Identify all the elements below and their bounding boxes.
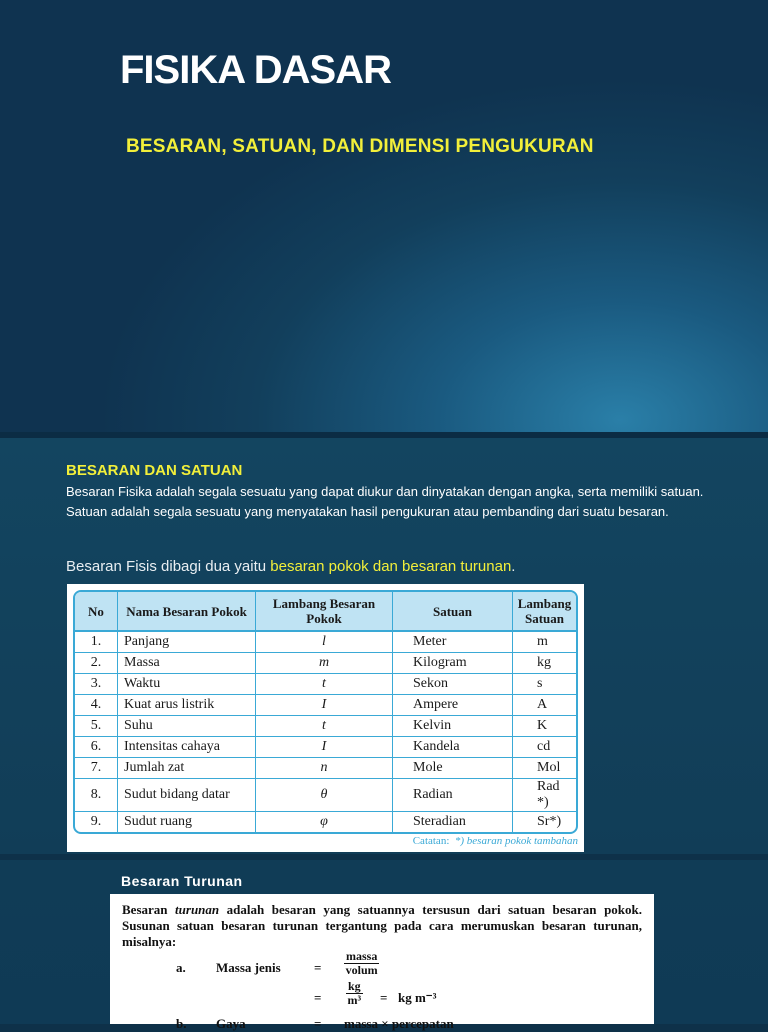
header-lambang-satuan: Lambang Satuan — [513, 592, 576, 632]
text-italic: turunan — [175, 902, 220, 917]
cell-lambang: t — [256, 674, 393, 695]
header-satuan: Satuan — [393, 592, 513, 632]
table-row — [75, 812, 576, 832]
density-fraction — [344, 950, 379, 977]
table-header-row — [75, 592, 576, 632]
cell-lambang: m — [256, 653, 393, 674]
item-a-label: a. — [176, 960, 186, 975]
cell-lambang: I — [256, 695, 393, 716]
fraction-numerator: massa — [346, 949, 378, 963]
classification-line — [66, 558, 515, 575]
item-b-label: b. — [176, 1016, 187, 1031]
cell-lambang: t — [256, 716, 393, 737]
cell-no: 8. — [75, 779, 118, 812]
cell-satuan: Sekon — [393, 674, 513, 695]
cell-satuan: Steradian — [393, 812, 513, 832]
derived-quantities-scan — [110, 894, 654, 1031]
item-b-name: Gaya — [216, 1016, 246, 1031]
table-row — [75, 695, 576, 716]
base-quantities-table — [73, 590, 578, 834]
cell-lambang: I — [256, 737, 393, 758]
cell-lambang: l — [256, 632, 393, 653]
table-note — [413, 835, 578, 847]
table-row — [75, 716, 576, 737]
cell-lambang-satuan: s — [513, 674, 576, 695]
cell-nama: Suhu — [118, 716, 256, 737]
cell-no: 7. — [75, 758, 118, 779]
cell-lambang-satuan: Rad *) — [513, 779, 576, 812]
cell-nama: Massa — [118, 653, 256, 674]
besaran-satuan-slide — [0, 438, 768, 854]
equals-sign: = — [314, 990, 322, 1005]
section-heading: Besaran Turunan — [121, 873, 243, 889]
equals-sign: = — [314, 1016, 322, 1031]
cell-satuan: Kilogram — [393, 653, 513, 674]
fraction-numerator: kg — [348, 979, 361, 993]
cell-no: 6. — [75, 737, 118, 758]
unit-fraction — [346, 980, 363, 1007]
header-no: No — [75, 592, 118, 632]
cell-lambang-satuan: kg — [513, 653, 576, 674]
note-text: *) besaran pokok tambahan — [454, 835, 578, 847]
table-row — [75, 632, 576, 653]
table-row — [75, 653, 576, 674]
cell-nama: Intensitas cahaya — [118, 737, 256, 758]
cell-lambang: θ — [256, 779, 393, 812]
table-row — [75, 758, 576, 779]
base-quantities-table-image — [67, 584, 584, 852]
cell-no: 1. — [75, 632, 118, 653]
cell-no: 3. — [75, 674, 118, 695]
cell-nama: Jumlah zat — [118, 758, 256, 779]
definition-paragraph: Besaran Fisika adalah segala sesuatu yang dapat diukur dan dinyatakan dengan angka, serta memiliki satuan. Satuan adalah segala sesuatu yang menyatakan hasil pengukuran atau pembanding dari suatu besaran. — [66, 484, 704, 519]
item-a-name: Massa jenis — [216, 960, 281, 975]
text-part2: adalah besaran yang satuannya tersusun dari satuan besaran pokok. Susunan satuan besaran turunan tergantung pada cara merumuskan besaran turunan, misalnya: — [122, 902, 643, 949]
fraction-denominator: volum — [345, 963, 378, 977]
cell-satuan: Ampere — [393, 695, 513, 716]
slide-title: FISIKA DASAR — [120, 48, 391, 92]
title-slide — [0, 0, 768, 432]
cell-nama: Sudut bidang datar — [118, 779, 256, 812]
cell-no: 5. — [75, 716, 118, 737]
cell-lambang-satuan: m — [513, 632, 576, 653]
cell-lambang-satuan: K — [513, 716, 576, 737]
table-row — [75, 779, 576, 812]
besaran-turunan-slide — [0, 860, 768, 1031]
header-nama: Nama Besaran Pokok — [118, 592, 256, 632]
classification-highlight: besaran pokok dan besaran turunan — [270, 558, 512, 575]
cell-satuan: Kandela — [393, 737, 513, 758]
item-b-expression: massa × percepatan — [344, 1016, 454, 1031]
equals-sign: = — [314, 960, 322, 975]
cell-nama: Panjang — [118, 632, 256, 653]
cell-satuan: Kelvin — [393, 716, 513, 737]
cell-no: 2. — [75, 653, 118, 674]
derived-definition — [122, 902, 642, 950]
cell-lambang: φ — [256, 812, 393, 832]
equals-sign: = — [380, 990, 388, 1005]
cell-lambang-satuan: Sr*) — [537, 814, 562, 829]
header-lambang-besaran: Lambang Besaran Pokok — [256, 592, 393, 632]
cell-lambang: n — [256, 758, 393, 779]
cell-nama: Sudut ruang — [118, 812, 256, 832]
classification-suffix: . — [511, 558, 516, 575]
text-part1: Besaran — [122, 902, 176, 917]
cell-satuan: Meter — [393, 632, 513, 653]
table-row — [75, 674, 576, 695]
cell-nama: Kuat arus listrik — [118, 695, 256, 716]
table-row — [75, 737, 576, 758]
slide-subtitle: BESARAN, SATUAN, DAN DIMENSI PENGUKURAN — [126, 136, 594, 157]
note-label: Catatan: — [412, 835, 450, 847]
classification-prefix: Besaran Fisis dibagi dua yaitu — [66, 558, 271, 575]
cell-nama: Waktu — [118, 674, 256, 695]
cell-satuan: Radian — [393, 779, 513, 812]
unit-result: kg m⁻³ — [398, 990, 437, 1005]
cell-satuan: Mole — [393, 758, 513, 779]
cell-no: 4. — [75, 695, 118, 716]
cell-lambang-satuan: cd — [513, 737, 576, 758]
section-heading: BESARAN DAN SATUAN — [66, 462, 243, 479]
cell-lambang-satuan: Mol — [513, 758, 576, 779]
cell-lambang-satuan: A — [513, 695, 576, 716]
fraction-denominator: m³ — [347, 993, 362, 1007]
cell-no: 9. — [75, 812, 118, 832]
